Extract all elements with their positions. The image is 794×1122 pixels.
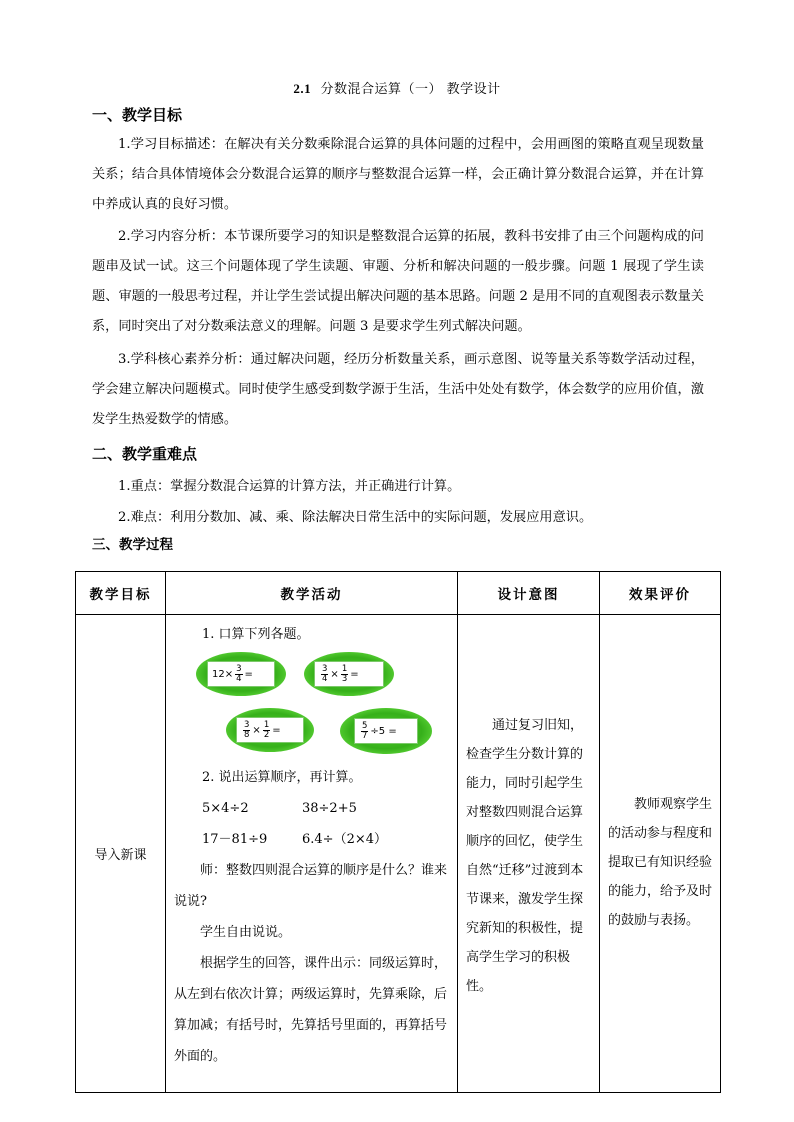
card-blob-1	[196, 652, 286, 696]
oral-card-4	[354, 718, 418, 744]
section1-paragraph-3: 3.学科核心素养分析：通过解决问题，经历分析数量关系，画示意图、说等量关系等数学活动过程，学会建立解决问题模式。同时使学生感受到数学源于生活，生活中处处有数学，体会数学的应用价值，激发学生热爱数学的情感。	[92, 352, 704, 427]
card-4-op: ÷5 =	[370, 725, 397, 737]
oral-card-1	[207, 661, 275, 687]
card-1-den: 4	[236, 673, 242, 684]
activity-cell	[166, 615, 458, 1093]
teacher-question: 师：整数四则混合运算的顺序是什么？谁来说说?	[174, 863, 448, 909]
section2-heading: 二、教学重难点	[92, 445, 198, 463]
card-3-op: ×	[252, 724, 261, 736]
row-goal-text: 导入新课	[94, 848, 147, 863]
section1-paragraph-2: 2.学习内容分析：本节课所要学习的知识是整数混合运算的拓展，教科书安排了由三个问题构成的问题串及试一试。这三个问题体现了学生读题、审题、分析和解决问题的一般步骤。问题 1 展现了学生读题、审题的一般思考过程，并让学生尝试提出解决问题的基本思路。问题 2 是用不同的直观图表示数量关系，同时突出了对分数乘法意义的理解。问题 3 是要求学生列式解决问题。	[92, 229, 704, 334]
table-header-row	[76, 572, 721, 615]
card-2-den-b: 3	[341, 673, 348, 684]
title-number: 2.1	[293, 81, 312, 96]
section2-paragraph-2: 2.难点：利用分数加、减、乘、除法解决日常生活中的实际问题，发展应用意识。	[118, 510, 593, 525]
card-4-den: 7	[362, 730, 368, 741]
card-blob-4	[340, 708, 432, 754]
card-1-whole: 12×	[212, 668, 234, 680]
oral-calc-cards	[174, 650, 449, 762]
evaluation-cell	[600, 615, 721, 1093]
calc-row-1	[174, 793, 449, 824]
title-text: 分数混合运算（一） 教学设计	[320, 82, 501, 97]
card-2-op: ×	[330, 668, 339, 680]
card-3-den-a: 8	[244, 729, 250, 740]
card-4-num: 5	[362, 720, 368, 731]
card-1-num: 3	[236, 663, 242, 674]
card-4-fraction	[361, 722, 368, 741]
section2-paragraph-1: 1.重点：掌握分数混合运算的计算方法，并正确进行计算。	[118, 479, 461, 494]
card-2-num-b: 1	[341, 663, 348, 674]
card-3-fraction-b	[263, 721, 270, 740]
section3-heading: 三、教学过程	[92, 537, 173, 553]
card-2-fraction-a	[321, 665, 328, 684]
section1-paragraph-1: 1.学习目标描述：在解决有关分数乘除混合运算的具体问题的过程中，会用画图的策略直观呈现数量关系；结合具体情境体会分数混合运算的顺序与整数混合运算一样，会正确计算分数混合运算，并在计算中养成认真的良好习惯。	[92, 137, 704, 212]
table-row	[76, 615, 721, 1093]
header-goal: 教学目标	[76, 572, 166, 615]
design-intent-text: 通过复习旧知，检查学生分数计算的能力，同时引起学生对整数四则混合运算顺序的回忆，使学生自然“迁移”过渡到本节课来，激发学生探究新知的积极性，提高学生学习的积极性。	[466, 718, 584, 994]
header-design: 设计意图	[458, 572, 600, 615]
card-1-equals: =	[244, 668, 253, 680]
header-evaluation: 效果评价	[600, 572, 721, 615]
calc-item: 38÷2+5	[302, 801, 357, 816]
section1-heading: 一、教学目标	[92, 106, 183, 124]
card-1-fraction	[235, 665, 242, 684]
design-intent-cell	[458, 615, 600, 1093]
activity-question-2: 2. 说出运算顺序，再计算。	[202, 770, 362, 785]
card-2-equals: =	[350, 668, 359, 680]
row-goal-cell	[76, 615, 166, 1093]
card-3-num-b: 1	[263, 719, 270, 730]
card-3-fraction-a	[243, 721, 250, 740]
student-response: 学生自由说说。	[200, 925, 292, 940]
header-activity: 教学活动	[166, 572, 458, 615]
oral-card-3	[236, 717, 304, 743]
card-3-den-b: 2	[263, 729, 270, 740]
calc-item: 5×4÷2	[202, 801, 249, 816]
calc-item: 17－81÷9	[202, 832, 268, 847]
courseware-summary: 根据学生的回答，课件出示：同级运算时，从左到右依次计算；两级运算时，先算乘除，后算加减；有括号时，先算括号里面的，再算括号外面的。	[174, 956, 448, 1064]
document-title	[0, 78, 794, 97]
calc-item: 6.4÷（2×4）	[302, 832, 388, 847]
activity-question-1: 1. 口算下列各题。	[202, 627, 310, 642]
evaluation-text: 教师观察学生的活动参与程度和提取已有知识经验的能力，给予及时的鼓励与表扬。	[608, 797, 713, 928]
card-blob-3	[226, 708, 314, 752]
card-2-num-a: 3	[322, 663, 328, 674]
oral-card-2	[314, 661, 384, 687]
card-2-fraction-b	[341, 665, 348, 684]
card-3-equals: =	[272, 724, 281, 736]
card-2-den-a: 4	[322, 673, 328, 684]
card-blob-2	[304, 652, 394, 696]
card-3-num-a: 3	[244, 719, 250, 730]
teaching-process-table	[75, 571, 721, 1093]
calc-row-2	[174, 824, 449, 855]
